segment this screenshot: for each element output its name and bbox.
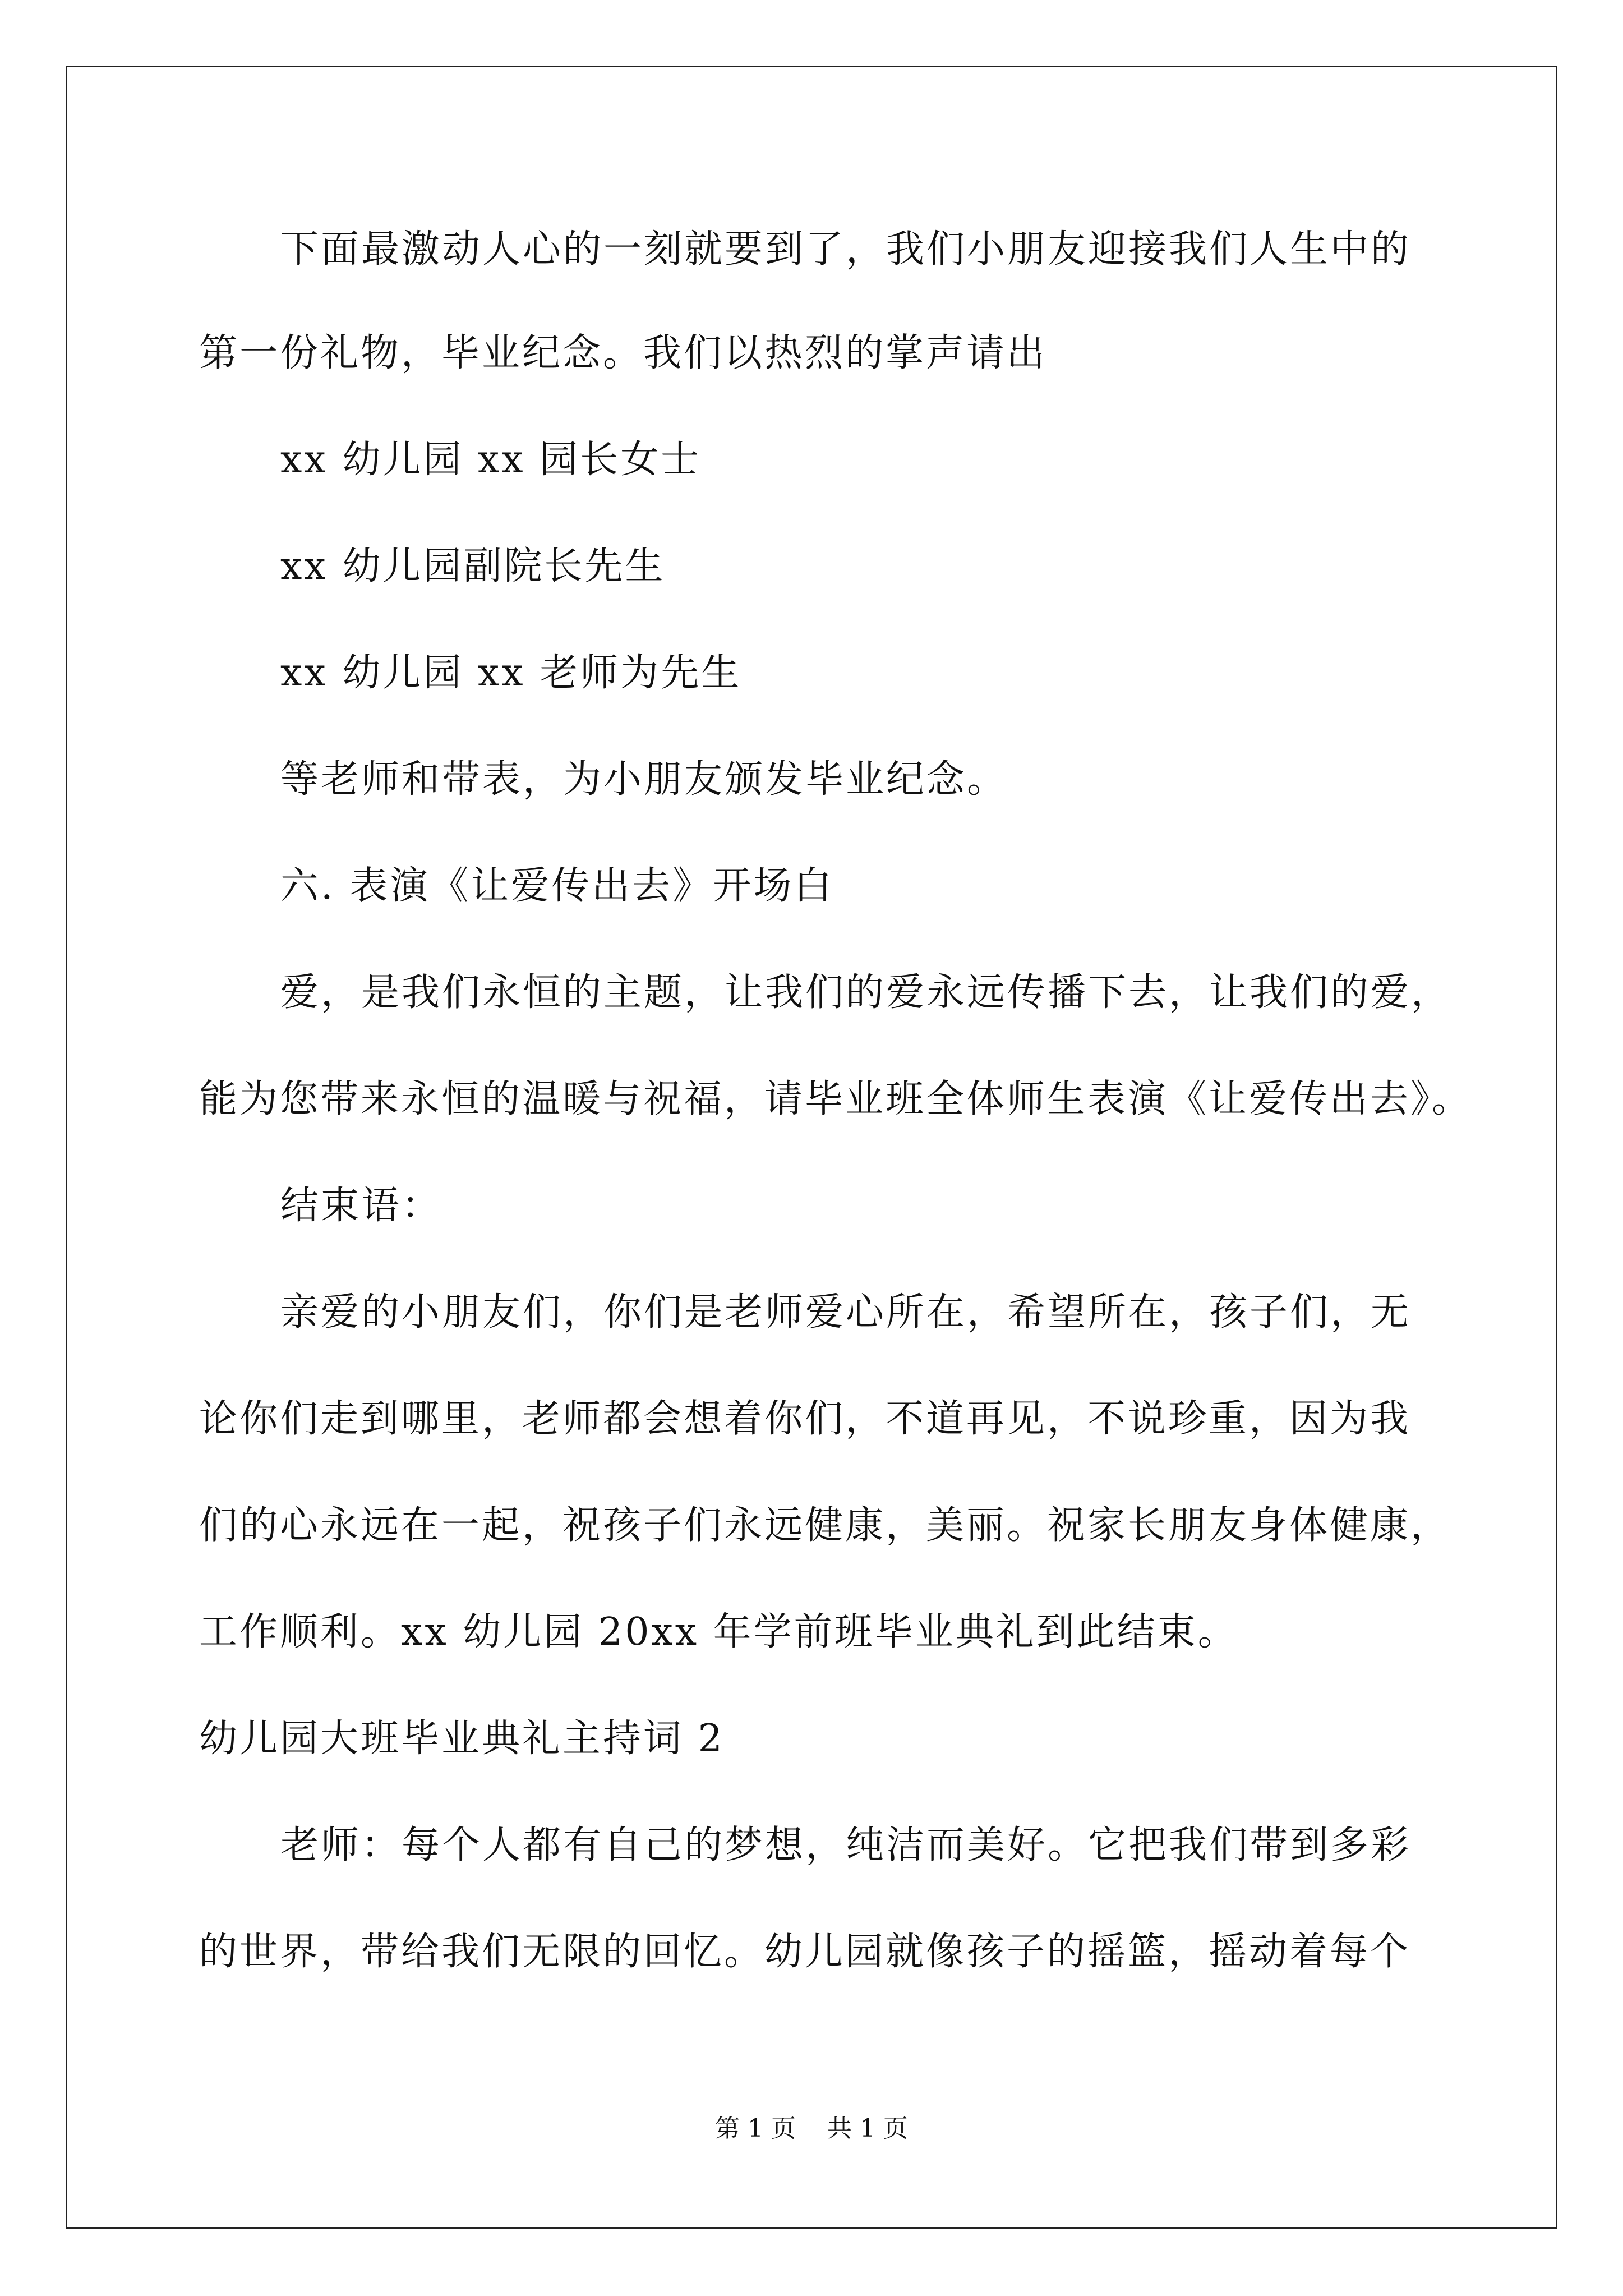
paragraph-line: 们的心永远在一起，祝孩子们永远健康，美丽。祝家长朋友身体健康，: [199, 1503, 1451, 1548]
page-footer: 第 1 页 共 1 页: [715, 2114, 908, 2143]
section-heading: 六. 表演《让爱传出去》开场白: [280, 864, 834, 908]
paragraph-line: 论你们走到哪里，老师都会想着你们，不道再见，不说珍重，因为我: [199, 1397, 1411, 1441]
paragraph-line: 下面最激动人心的一刻就要到了，我们小朋友迎接我们人生中的: [280, 227, 1412, 272]
paragraph-line: 亲爱的小朋友们，你们是老师爱心所在，希望所在，孩子们，无: [280, 1290, 1412, 1335]
paragraph-line: 爱，是我们永恒的主题，让我们的爱永远传播下去，让我们的爱，: [280, 970, 1452, 1015]
paragraph-line: xx 幼儿园副院长先生: [280, 544, 666, 588]
paragraph-line: xx 幼儿园 xx 老师为先生: [280, 651, 742, 695]
paragraph-line: 第一份礼物，毕业纪念。我们以热烈的掌声请出: [199, 331, 1048, 375]
paragraph-line: xx 幼儿园 xx 园长女士: [280, 438, 702, 482]
paragraph-line: 工作顺利。xx 幼儿园 20xx 年学前班毕业典礼到此结束。: [199, 1610, 1238, 1654]
paragraph-line: 老师：每个人都有自己的梦想，纯洁而美好。它把我们带到多彩: [280, 1823, 1412, 1867]
paragraph-line: 等老师和带表，为小朋友颁发毕业纪念。: [280, 757, 1008, 802]
document-title: 幼儿园大班毕业典礼主持词 2: [199, 1717, 725, 1761]
paragraph-line: 的世界，带给我们无限的回忆。幼儿园就像孩子的摇篮，摇动着每个: [199, 1930, 1411, 1974]
page-border: [66, 66, 1557, 2229]
section-heading: 结束语：: [280, 1184, 442, 1228]
paragraph-line: 能为您带来永恒的温暖与祝福，请毕业班全体师生表演《让爱传出去》。: [199, 1077, 1473, 1121]
